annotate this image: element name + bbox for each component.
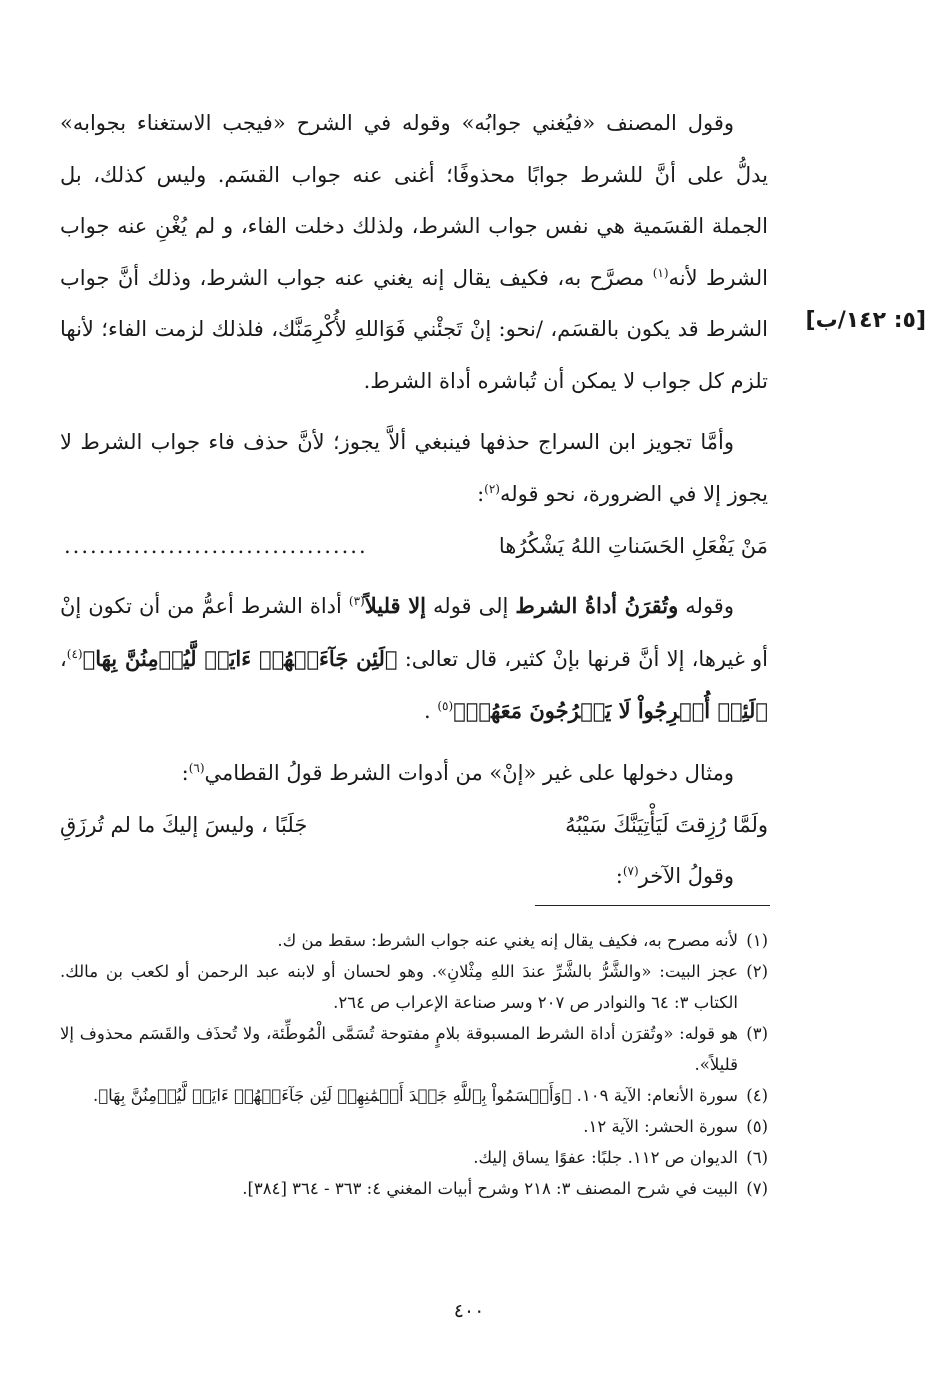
paragraph-1 [60, 98, 768, 407]
footnote-mark-1: (١) [652, 265, 669, 280]
footnote-mark-6: (٦) [188, 760, 205, 775]
footnote-mark-7: (٧) [622, 864, 639, 878]
paragraph-5-text: وقولُ الآخر [638, 864, 734, 888]
footnote-5 [60, 1111, 768, 1142]
footnote-number: (١) [746, 931, 768, 950]
paragraph-3-text: أداة الشرط أعمُّ من أن تكون إنْ أو غيرها، إلا أنَّ قرنها بإنْ كثير، قال تعالى: [60, 594, 768, 671]
paragraph-4-colon: : [181, 760, 189, 785]
footnote-number: (٤) [746, 1086, 768, 1105]
footnote-text: عجز البيت: «والشَّرُّ بالشَّرِّ عندَ اللهِ مِثْلانِ». وهو لحسان أو لابنه عبد الرحمن أو لكعب بن مالك. الكتاب ٣: ٦٤ والنوادر ص ٢٠٧ وسر صناعة الإعراب ص ٢٦٤. [60, 962, 738, 1012]
paragraph-2 [60, 417, 768, 520]
separator: ، [60, 646, 67, 671]
footnote-number: (٦) [746, 1148, 768, 1167]
footnote-text: البيت في شرح المصنف ٣: ٢١٨ وشرح أبيات المغني ٤: ٣٦٣ - ٣٦٤ [٣٨٤]. [242, 1179, 738, 1198]
paragraph-3-mid: إلى قوله [433, 594, 509, 618]
quran-quote-1: ﴿لَئِن جَآءَتۡهُمۡ ءَايَةٞ لَّيُؤۡمِنُنَّ بِهَا﴾ [82, 645, 398, 671]
footnote-mark-5: (٥) [437, 699, 454, 713]
paragraph-2-text: وأمَّا تجويز ابن السراج حذفها فينبغي ألاَّ يجوز؛ لأنَّ حذف فاء جواب الشرط لا يجوز إلا في الضرورة، نحو قوله [60, 430, 768, 506]
page-number: ٤٠٠ [453, 1300, 485, 1322]
footnote-6 [60, 1142, 768, 1173]
verse-2-hemistich-2: جَلَبًا ، وليسَ إليكَ ما لم تُرزَقِ [60, 813, 308, 837]
footnotes [60, 925, 768, 1204]
paragraph-3-lead: وقوله [685, 594, 734, 618]
keyword-2: إلا قليلاً [364, 593, 427, 618]
verse-1-hemistich-1: مَنْ يَفْعَلِ الحَسَناتِ اللهُ يَشْكُرُها [498, 534, 768, 558]
verse-1 [60, 522, 768, 570]
paragraph-3-end: . [423, 699, 431, 723]
paragraph-4-text: ومثال دخولها على غير «إنْ» من أدوات الشرط قولُ القطامي [204, 760, 734, 785]
footnote-number: (٧) [746, 1179, 768, 1198]
footnote-3 [60, 1018, 768, 1080]
paragraph-3 [60, 580, 768, 738]
main-text [60, 98, 768, 903]
verse-2-hemistich-1: ولَمَّا رُزِقتَ لَيَأْتِيَنَّكَ سَيْبُهُ [565, 813, 768, 837]
verse-2 [60, 801, 768, 849]
paragraph-1-continuation: مصرَّح به، فكيف يقال إنه يغني عنه جواب الشرط، وذلك أنَّ جواب الشرط قد يكون بالقسَم، /نحو: إنْ تَجئْني فَوَاللهِ لأُكْرِمَنَّك، فلذلك لزمت الفاء؛ لأنها تلزم كل جواب لا يمكن أن تُباشره أداة الشرط. [60, 265, 768, 393]
footnote-text: الديوان ص ١١٢. جلبًا: عفوًا يساق إليك. [473, 1148, 738, 1167]
keyword-1: وتُقرَنُ أداةُ الشرط [515, 593, 679, 618]
paragraph-5-colon: : [615, 864, 623, 888]
footnote-mark-4: (٤) [66, 646, 83, 661]
paragraph-2-colon: : [477, 481, 485, 506]
footnote-2 [60, 956, 768, 1018]
footnote-text: سورة الحشر: الآية ١٢. [583, 1117, 738, 1136]
footnote-text: سورة الأنعام: الآية ١٠٩. ﴿وَأَقۡسَمُواْ بِٱللَّهِ جَهۡدَ أَيۡمَٰنِهِمۡ لَئِن جَآءَتۡهُمۡ ءَايَةٞ لَّيُؤۡمِنُنَّ بِهَا﴾. [92, 1086, 738, 1105]
footnote-7 [60, 1173, 768, 1204]
paragraph-5 [60, 851, 768, 903]
footnote-text: لأنه مصرح به، فكيف يقال إنه يغني عنه جواب الشرط: سقط من ك. [277, 931, 738, 950]
footnote-number: (٢) [746, 962, 768, 981]
paragraph-4 [60, 748, 768, 800]
marginal-reference: [٥: ١٤٢/ب] [805, 308, 926, 333]
footnote-text: هو قوله: «وتُقرَن أداة الشرط المسبوقة بلامٍ مفتوحة تُسَمَّى الْمُوطِّئة، ولا تُحذَف والقَسَم محذوف إلا قليلاً». [60, 1024, 738, 1074]
footnote-mark-3: (٣) [348, 594, 365, 608]
footnote-1 [60, 925, 768, 956]
footnote-mark-2: (٢) [484, 481, 500, 496]
footnote-4 [60, 1080, 768, 1111]
paragraph-1-text: وقول المصنف «فيُغني جوابُه» وقوله في الشرح «فيجب الاستغناء بجوابه» يدلُّ على أنَّ للشرط جوابًا محذوفًا؛ أغنى عنه جواب القسَم. وليس كذلك، بل الجملة القسَمية هي نفس جواب الشرط، ولذلك دخلت الفاء، و لم يُغْنِ عنه جواب الشرط لأنه [60, 111, 768, 290]
footnote-number: (٣) [746, 1024, 768, 1043]
quran-quote-2: ﴿لَئِنۡ أُخۡرِجُواْ لَا يَخۡرُجُونَ مَعَهُمۡ﴾ [453, 698, 768, 723]
verse-1-hemistich-2: ................................... [64, 534, 368, 558]
footnote-number: (٥) [746, 1117, 768, 1136]
footnote-divider [535, 905, 770, 906]
